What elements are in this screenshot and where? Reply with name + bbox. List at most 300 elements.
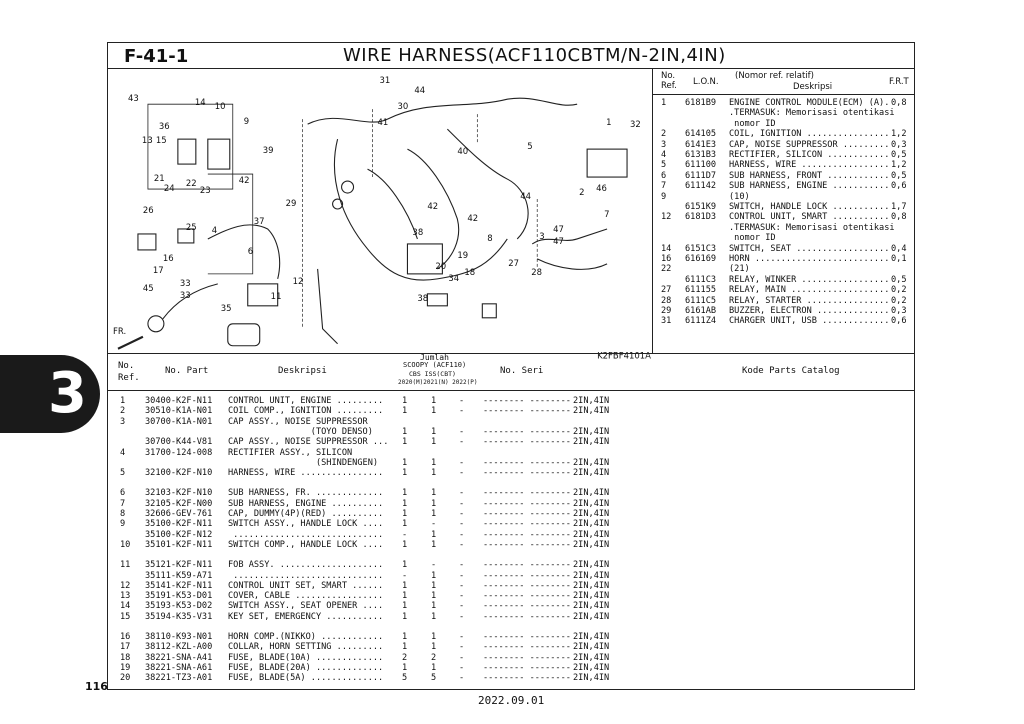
cell-part: 35194-K35-V31 <box>145 611 213 622</box>
cell-desc: (SHINDENGEN) <box>228 457 379 468</box>
table-row <box>108 499 914 509</box>
partlist-header <box>653 71 914 95</box>
cell-kode: 2IN,4IN <box>573 580 610 591</box>
cell-ref: 6 <box>120 488 126 499</box>
partlist-row <box>653 171 914 181</box>
callout-label: 5 <box>527 141 533 152</box>
partlist-ref: 14 <box>661 243 672 254</box>
table-row <box>108 488 914 498</box>
section-tab: 3 <box>0 355 100 433</box>
cell-q2: 1 <box>431 468 437 479</box>
partlist-desc: RELAY, WINKER ................. <box>729 274 890 285</box>
cell-q1: 1 <box>402 560 408 571</box>
table-row <box>108 591 914 601</box>
cell-ref: 17 <box>120 642 131 653</box>
cell-desc: CAP, DUMMY(4P)(RED) .......... <box>228 509 384 519</box>
cell-kode: 2IN,4IN <box>573 468 610 479</box>
table-row <box>108 653 914 663</box>
partlist-frt: 0,2 <box>891 285 907 296</box>
cell-ref: 12 <box>120 580 131 591</box>
col-frt: F.R.T <box>889 77 909 87</box>
callout-label: 29 <box>285 198 297 209</box>
cell-desc: COIL COMP., IGNITION ......... <box>228 406 384 417</box>
callout-label: 18 <box>464 266 476 277</box>
cell-ref: 4 <box>120 447 126 458</box>
cell-desc: SUB HARNESS, ENGINE .......... <box>228 498 384 509</box>
cell-q3: - <box>459 406 465 417</box>
cell-part: 35141-K2F-N11 <box>145 580 213 591</box>
callout-label: 17 <box>152 264 164 275</box>
partlist-desc: ENGINE CONTROL MODULE(ECM) (A). <box>729 98 890 108</box>
diagram-ref-code: K2FBF4101A <box>597 350 651 361</box>
table-row <box>108 519 914 529</box>
labor-partlist <box>653 69 914 353</box>
cell-ref: 19 <box>120 662 131 673</box>
partlist-desc: SUB HARNESS, ENGINE ........... <box>729 181 890 192</box>
cell-kode: 2IN,4IN <box>573 642 610 653</box>
partlist-desc: SUB HARNESS, FRONT ............ <box>729 170 890 181</box>
cell-q2: 1 <box>431 580 437 591</box>
cell-seri: -------- -------- <box>483 560 571 571</box>
cell-q3: - <box>459 652 465 663</box>
partlist-lon: 6111D7 <box>685 170 717 181</box>
partlist-ref: 29 <box>661 306 672 316</box>
th-cbs: CBS ISS(CBT) <box>409 370 456 378</box>
partlist-row <box>653 108 914 118</box>
partlist-ref: 3 <box>661 139 667 150</box>
partlist-desc: CAP, NOISE SUPPRESSOR ......... <box>729 139 890 150</box>
partlist-frt: 0,8 <box>891 98 907 108</box>
cell-q2: 1 <box>431 437 437 448</box>
cell-desc: FUSE, BLADE(10A) ............. <box>228 652 384 663</box>
partlist-lon: 6151C3 <box>685 243 717 254</box>
cell-q3: - <box>459 396 465 406</box>
cell-kode: 2IN,4IN <box>573 396 610 406</box>
cell-q1: 1 <box>402 468 408 479</box>
cell-q3: - <box>459 519 465 530</box>
th-no-part: No. Part <box>165 366 209 376</box>
cell-ref: 14 <box>120 601 131 612</box>
cell-seri: -------- -------- <box>483 662 571 673</box>
cell-part: 35100-K2F-N12 <box>145 529 213 540</box>
partlist-frt: 0,5 <box>891 274 907 285</box>
callout-label: 21 <box>153 173 165 184</box>
front-direction-label: FR. <box>112 325 127 336</box>
callout-label: 34 <box>448 272 460 283</box>
partlist-ref: 5 <box>661 160 667 171</box>
partlist-row <box>653 223 914 233</box>
cell-seri: -------- -------- <box>483 406 571 417</box>
cell-kode: 2IN,4IN <box>573 632 610 642</box>
cell-q2: 2 <box>431 652 437 663</box>
cell-desc: KEY SET, EMERGENCY ........... <box>228 611 384 622</box>
cell-q3: - <box>459 570 465 581</box>
cell-q2: 1 <box>431 396 437 406</box>
cell-q2: 1 <box>431 591 437 602</box>
partlist-lon: 611142 <box>685 181 717 192</box>
partlist-row <box>653 285 914 295</box>
cell-q2: 1 <box>431 662 437 673</box>
cell-q2: 1 <box>431 509 437 519</box>
table-row <box>108 458 914 468</box>
callout-label: 46 <box>596 183 607 194</box>
partlist-frt: 1,7 <box>891 202 907 212</box>
cell-seri: -------- -------- <box>483 611 571 622</box>
callout-label: 42 <box>427 201 439 212</box>
partlist-ref: 31 <box>661 316 672 327</box>
cell-desc: CONTROL UNIT, ENGINE ......... <box>228 396 384 406</box>
cell-desc: CONTROL UNIT SET, SMART ...... <box>228 580 384 591</box>
cell-ref: 7 <box>120 498 126 509</box>
cell-ref: 1 <box>120 396 126 406</box>
partlist-ref: 6 <box>661 170 667 181</box>
partlist-row <box>653 150 914 160</box>
cell-desc: CAP ASSY., NOISE SUPPRESSOR <box>228 416 368 427</box>
callout-label: 27 <box>508 257 520 268</box>
partlist-row <box>653 244 914 254</box>
table-row <box>108 673 914 683</box>
partlist-row <box>653 306 914 316</box>
callout-label: 35 <box>220 302 232 313</box>
cell-q2: - <box>431 560 437 571</box>
callout-label: 42 <box>238 175 250 186</box>
table-row <box>108 571 914 581</box>
callout-label: 25 <box>185 221 197 232</box>
cell-q2: 1 <box>431 642 437 653</box>
cell-seri: -------- -------- <box>483 529 571 540</box>
cell-seri: -------- -------- <box>483 601 571 612</box>
table-row <box>108 560 914 570</box>
cell-q3: - <box>459 509 465 519</box>
partlist-desc: SWITCH, HANDLE LOCK ........... <box>729 202 890 212</box>
partlist-lon: 6131B3 <box>685 150 717 160</box>
callout-label: 26 <box>142 204 154 215</box>
cell-ref: 2 <box>120 406 126 417</box>
cell-seri: -------- -------- <box>483 509 571 519</box>
cell-seri: -------- -------- <box>483 632 571 642</box>
cell-q3: - <box>459 426 465 437</box>
th-kode: Kode Parts Catalog <box>742 366 840 376</box>
partlist-row <box>653 296 914 306</box>
partlist-row <box>653 233 914 243</box>
cell-q1: 1 <box>402 396 408 406</box>
partlist-ref: 28 <box>661 295 672 306</box>
callout-label: 14 <box>194 97 206 108</box>
cell-desc: ............................. <box>228 529 384 540</box>
cell-kode: 2IN,4IN <box>573 611 610 622</box>
table-row <box>108 601 914 611</box>
partlist-row <box>653 181 914 191</box>
partlist-ref: 7 <box>661 181 667 192</box>
cell-ref: 5 <box>120 468 126 479</box>
cell-part: 38221-SNA-A41 <box>145 652 213 663</box>
callout-label: 9 <box>243 116 250 127</box>
cell-kode: 2IN,4IN <box>573 662 610 673</box>
cell-kode: 2IN,4IN <box>573 519 610 530</box>
col-note: (Nomor ref. relatif) <box>735 71 814 81</box>
cell-kode: 2IN,4IN <box>573 652 610 663</box>
partlist-desc: RELAY, MAIN ................... <box>729 285 890 296</box>
cell-q3: - <box>459 601 465 612</box>
cell-kode: 2IN,4IN <box>573 426 610 437</box>
cell-ref: 8 <box>120 509 126 519</box>
cell-part: 38221-SNA-A61 <box>145 662 213 673</box>
partlist-row <box>653 264 914 274</box>
cell-q2: - <box>431 519 437 530</box>
partlist-lon: 6111Z4 <box>685 316 717 327</box>
cell-desc: FUSE, BLADE(20A) ............. <box>228 662 384 673</box>
callout-label: 13 <box>141 135 153 146</box>
partlist-desc: RELAY, STARTER ................ <box>729 295 890 306</box>
partlist-row <box>653 316 914 326</box>
partlist-desc: COIL, IGNITION ................ <box>729 129 890 140</box>
cell-desc: RECTIFIER ASSY., SILICON <box>228 447 353 458</box>
cell-part: 35111-K59-A71 <box>145 570 213 581</box>
cell-q1: 1 <box>402 519 408 530</box>
cell-q2: 1 <box>431 426 437 437</box>
callout-label: 36 <box>158 121 170 132</box>
partlist-frt: 1,2 <box>891 129 907 140</box>
partlist-ref: 9 <box>661 191 667 202</box>
cell-q1: 1 <box>402 437 408 448</box>
cell-q3: - <box>459 437 465 448</box>
partlist-ref: 12 <box>661 212 672 223</box>
callout-label: 2 <box>579 187 585 198</box>
print-date: 2022.09.01 <box>478 694 545 707</box>
cell-seri: -------- -------- <box>483 652 571 663</box>
cell-part: 35101-K2F-N11 <box>145 539 213 550</box>
cell-q3: - <box>459 498 465 509</box>
cell-kode: 2IN,4IN <box>573 498 610 509</box>
partlist-frt: 0,6 <box>891 181 907 192</box>
callout-label: 20 <box>435 260 447 271</box>
cell-seri: -------- -------- <box>483 673 571 684</box>
partlist-desc: CONTROL UNIT, SMART ........... <box>729 212 890 223</box>
partlist-lon: 6151K9 <box>685 202 717 212</box>
cell-q1: 1 <box>402 580 408 591</box>
th-desc: Deskripsi <box>278 366 327 376</box>
cell-ref: 15 <box>120 611 131 622</box>
th-jumlah: Jumlah <box>420 353 449 362</box>
cell-part: 35100-K2F-N11 <box>145 519 213 530</box>
partlist-ref: 4 <box>661 150 667 160</box>
table-row <box>108 642 914 652</box>
cell-q2: 1 <box>431 601 437 612</box>
cell-ref: 11 <box>120 560 131 571</box>
cell-desc: SUB HARNESS, FR. ............. <box>228 488 384 499</box>
cell-q1: 1 <box>402 662 408 673</box>
partlist-desc: (21) <box>729 264 750 275</box>
cell-seri: -------- -------- <box>483 437 571 448</box>
partlist-frt: 0,3 <box>891 139 907 150</box>
partlist-desc: (10) <box>729 191 750 202</box>
callout-label: 44 <box>414 85 426 96</box>
cell-desc: SWITCH ASSY., SEAT OPENER .... <box>228 601 384 612</box>
cell-q1: - <box>402 529 408 540</box>
partlist-ref: 22 <box>661 264 672 275</box>
table-row <box>108 468 914 478</box>
th-years: 2020(M)2021(N) 2022(P) <box>398 379 478 386</box>
callout-label: 42 <box>467 212 479 223</box>
partlist-desc: CHARGER UNIT, USB ............. <box>729 316 890 327</box>
partlist-lon: 6111C5 <box>685 295 717 306</box>
cell-q3: - <box>459 611 465 622</box>
cell-ref: 10 <box>120 539 131 550</box>
cell-desc: SWITCH ASSY., HANDLE LOCK .... <box>228 519 384 530</box>
cell-q3: - <box>459 488 465 499</box>
partlist-frt: 0,8 <box>891 212 907 223</box>
table-row <box>108 632 914 642</box>
page-title: WIRE HARNESS(ACF110CBTM/N-2IN,4IN) <box>343 45 726 66</box>
cell-q2: 1 <box>431 632 437 642</box>
cell-q1: 1 <box>402 406 408 417</box>
partlist-desc: SWITCH, SEAT .................. <box>729 243 890 254</box>
cell-q3: - <box>459 539 465 550</box>
cell-q2: 1 <box>431 488 437 499</box>
cell-kode: 2IN,4IN <box>573 437 610 448</box>
cell-part: 38110-K93-N01 <box>145 632 213 642</box>
callout-label: 33 <box>179 277 191 288</box>
table-row <box>108 612 914 622</box>
partlist-lon: 6181D3 <box>685 212 717 223</box>
callout-label: 24 <box>163 183 175 194</box>
cell-q1: 1 <box>402 539 408 550</box>
table-row <box>108 581 914 591</box>
callout-label: 1 <box>606 117 612 128</box>
partlist-ref: 1 <box>661 98 667 108</box>
table-row <box>108 448 914 458</box>
col-desc: Deskripsi <box>793 82 833 92</box>
partlist-row <box>653 119 914 129</box>
cell-desc: HARNESS, WIRE ................ <box>228 468 384 479</box>
table-row <box>108 540 914 550</box>
cell-kode: 2IN,4IN <box>573 509 610 519</box>
table-row <box>108 509 914 519</box>
callout-label: 38 <box>417 292 429 303</box>
callout-label: 44 <box>520 191 532 202</box>
cell-seri: -------- -------- <box>483 642 571 653</box>
cell-q1: 2 <box>402 652 408 663</box>
th-model: SCOOPY (ACF110) <box>403 361 467 369</box>
table-row <box>108 663 914 673</box>
partlist-lon: 6141E3 <box>685 139 717 150</box>
cell-seri: -------- -------- <box>483 591 571 602</box>
cell-q3: - <box>459 560 465 571</box>
callout-label: 39 <box>262 145 274 156</box>
cell-part: 38221-TZ3-A01 <box>145 673 213 684</box>
parts-table-header <box>108 350 914 391</box>
callout-label: 45 <box>142 282 154 293</box>
cell-part: 32103-K2F-N10 <box>145 488 213 499</box>
cell-kode: 2IN,4IN <box>573 601 610 612</box>
cell-desc: CAP ASSY., NOISE SUPPRESSOR ... <box>228 437 389 448</box>
cell-q3: - <box>459 468 465 479</box>
callout-label: 12 <box>292 275 304 286</box>
page-number: 116 <box>85 680 108 693</box>
cell-seri: -------- -------- <box>483 488 571 499</box>
cell-q2: 5 <box>431 673 437 684</box>
cell-desc: SWITCH COMP., HANDLE LOCK .... <box>228 539 384 550</box>
partlist-lon: 6111C3 <box>685 274 717 285</box>
cell-kode: 2IN,4IN <box>573 591 610 602</box>
cell-q2: 1 <box>431 611 437 622</box>
partlist-desc: HARNESS, WIRE ................. <box>729 160 890 171</box>
callout-label: 6 <box>247 245 254 256</box>
cell-part: 31700-124-008 <box>145 447 213 458</box>
cell-seri: -------- -------- <box>483 498 571 509</box>
cell-q2: 1 <box>431 457 437 468</box>
partlist-lon: 611100 <box>685 160 717 171</box>
callout-label: 15 <box>155 135 167 146</box>
cell-q3: - <box>459 673 465 684</box>
partlist-row <box>653 275 914 285</box>
partlist-desc: HORN .......................... <box>729 254 890 264</box>
partlist-row <box>653 129 914 139</box>
callout-label: 41 <box>377 117 389 128</box>
callout-label: 31 <box>379 75 391 86</box>
cell-q1: 1 <box>402 498 408 509</box>
cell-part: 30400-K2F-N11 <box>145 396 213 406</box>
partlist-desc: nomor ID <box>729 233 776 244</box>
cell-part: 35121-K2F-N11 <box>145 560 213 571</box>
cell-seri: -------- -------- <box>483 570 571 581</box>
cell-part: 32606-GEV-761 <box>145 509 213 519</box>
cell-q2: 1 <box>431 539 437 550</box>
table-row <box>108 530 914 540</box>
cell-q1: 1 <box>402 457 408 468</box>
cell-ref: 9 <box>120 519 126 530</box>
partlist-lon: 614105 <box>685 129 717 140</box>
cell-q1: 1 <box>402 426 408 437</box>
cell-q3: - <box>459 529 465 540</box>
cell-q3: - <box>459 642 465 653</box>
cell-desc: HORN COMP.(NIKKO) ............ <box>228 632 384 642</box>
callout-label: 7 <box>604 208 610 219</box>
cell-kode: 2IN,4IN <box>573 539 610 550</box>
cell-seri: -------- -------- <box>483 426 571 437</box>
cell-q3: - <box>459 662 465 673</box>
callout-label: 32 <box>630 119 641 130</box>
cell-part: 38112-KZL-A00 <box>145 642 213 653</box>
col-no-ref: No. Ref. <box>661 71 677 91</box>
cell-part: 32100-K2F-N10 <box>145 468 213 479</box>
cell-seri: -------- -------- <box>483 519 571 530</box>
partlist-row <box>653 160 914 170</box>
table-row <box>108 427 914 437</box>
cell-q1: 1 <box>402 642 408 653</box>
cell-kode: 2IN,4IN <box>573 488 610 499</box>
table-row <box>108 417 914 427</box>
callout-label: 33 <box>179 289 191 300</box>
cell-q1: 1 <box>402 632 408 642</box>
table-row <box>108 396 914 406</box>
cell-ref: 20 <box>120 673 131 684</box>
cell-q1: 5 <box>402 673 408 684</box>
col-lon: L.O.N. <box>693 77 719 87</box>
table-row <box>108 406 914 416</box>
cell-desc: FOB ASSY. .................... <box>228 560 384 571</box>
cell-part: 32105-K2F-N00 <box>145 498 213 509</box>
partlist-lon: 6161AB <box>685 306 717 316</box>
partlist-row <box>653 254 914 264</box>
partlist-desc: nomor ID <box>729 118 776 129</box>
figure-code: F-41-1 <box>124 46 189 67</box>
partlist-row <box>653 140 914 150</box>
partlist-row <box>653 192 914 202</box>
callout-label: 3 <box>539 230 545 241</box>
partlist-frt: 0,2 <box>891 295 907 306</box>
cell-q3: - <box>459 580 465 591</box>
